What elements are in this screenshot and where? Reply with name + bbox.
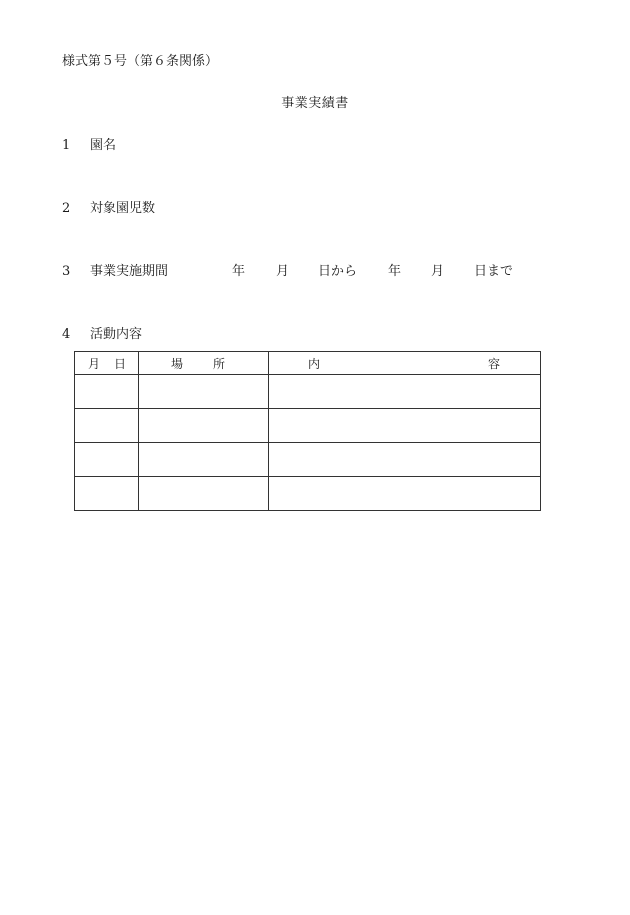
table-row [75, 409, 541, 443]
table-row [75, 375, 541, 409]
table-row [75, 477, 541, 511]
cell-content[interactable] [269, 409, 541, 443]
header-place-char1: 場 [171, 356, 184, 371]
item-1-label: 園名 [90, 138, 117, 153]
item-4-label: 活動内容 [90, 327, 143, 342]
header-content [269, 352, 541, 375]
cell-date[interactable] [75, 443, 139, 477]
period-from-month: 月 [276, 264, 290, 279]
period-to-day: 日まで [474, 264, 514, 279]
cell-place[interactable] [139, 477, 269, 511]
cell-date[interactable] [75, 409, 139, 443]
document-title: 事業実績書 [281, 96, 349, 111]
cell-date[interactable] [75, 477, 139, 511]
cell-place[interactable] [139, 443, 269, 477]
header-date-day: 日 [113, 356, 126, 371]
activity-table [74, 351, 541, 511]
cell-date[interactable] [75, 375, 139, 409]
item-3-label: 事業実施期間 [90, 264, 169, 279]
cell-content[interactable] [269, 375, 541, 409]
period-to-month: 月 [431, 264, 445, 279]
header-date [75, 352, 139, 375]
header-content-char1: 内 [308, 356, 321, 371]
header-date-month: 月 [88, 356, 101, 371]
form-number: 様式第５号（第６条関係） [62, 54, 219, 69]
item-3-number: 3 [62, 264, 71, 279]
cell-place[interactable] [139, 375, 269, 409]
cell-content[interactable] [269, 443, 541, 477]
period-from-year: 年 [232, 264, 246, 279]
table-row [75, 443, 541, 477]
cell-content[interactable] [269, 477, 541, 511]
cell-place[interactable] [139, 409, 269, 443]
period-to-year: 年 [388, 264, 402, 279]
item-4-number: 4 [62, 327, 71, 342]
header-place-char2: 所 [212, 356, 225, 371]
item-2-number: 2 [62, 201, 71, 216]
header-content-char2: 容 [487, 356, 500, 371]
activity-table-header [75, 352, 541, 375]
item-2-label: 対象園児数 [90, 201, 156, 216]
header-place [139, 352, 269, 375]
period-from-day: 日から [318, 264, 358, 279]
item-1-number: 1 [62, 138, 71, 153]
